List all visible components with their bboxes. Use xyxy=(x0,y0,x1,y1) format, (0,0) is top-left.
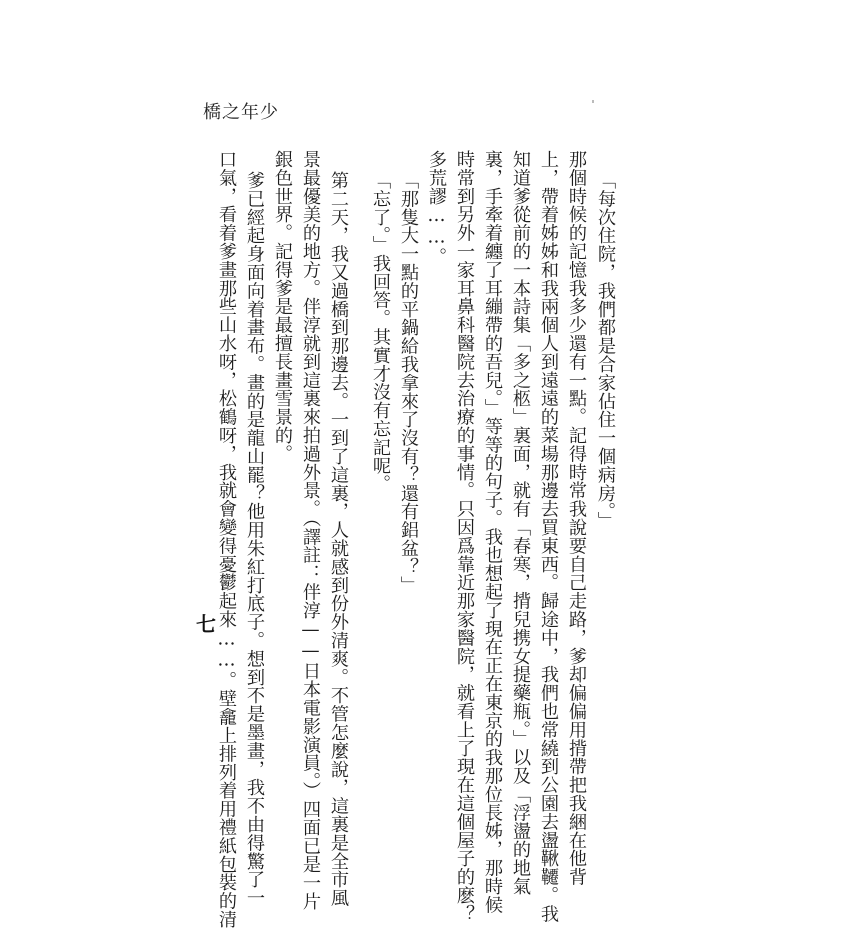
text-column: 上，帶着姊姊和我兩個人到遠遠的菜場那邊去買東西。歸途中，我們也常繞到公園去盪鞦韆。我 xyxy=(538,150,559,923)
page-number: 七 xyxy=(196,612,216,636)
text-column: 裏，手牽着纏了耳繃帶的吾兒。」等等的句子。我也想起了現在正在東京的我那位長姊，那時候 xyxy=(482,150,503,914)
text-column: 「每次住院，我們都是合家佔住一個病房。」 xyxy=(595,171,616,530)
text-column: 「忘了。」我回答。其實才沒有忘記呢。 xyxy=(370,171,391,494)
text-column: 銀色世界。記得爹是最擅長畫雪景的。 xyxy=(272,150,293,463)
text-column: 口氣，看着爹畫那些山水呀，松鶴呀，我就會變得憂鬱起來……。壁龕上排列着用禮紙包裝的清 xyxy=(216,150,237,928)
text-column: 時常到另外一家耳鼻科醫院去治療的事情。只因爲靠近那家醫院，就看上了現在這個屋子的麽？ xyxy=(454,150,475,923)
page-speck xyxy=(592,100,594,103)
running-head: 橋之年少 xyxy=(203,102,279,123)
text-column: 景最優美的地方。伴淳就到這裏來拍過外景。（譯註：伴淳——日本電影演員。）四面已是一片 xyxy=(300,150,321,911)
text-column: 多荒謬……。 xyxy=(426,150,447,266)
text-column: 第二天，我又過橋到那邊去。一到了這裏，人就感到份外清爽。不管怎麼說，這裏是全市風 xyxy=(328,171,349,907)
text-column: 爹已經起身面向着畫布。畫的是龍山罷？他用朱紅打底子。想到不是墨畫，我不由得驚了一 xyxy=(244,171,265,907)
text-column: 知道爹從前的一本詩集「多之柩」裏面，就有「春寒，揹兒携女提藥瓶。」以及「浮盪的地氣 xyxy=(510,150,531,896)
text-column: 「那隻大一點的平鍋給我拿來了沒有？還有鋁盆？」 xyxy=(398,171,419,595)
text-column: 那個時候的記憶我多少還有一點。記得時常我說要自己走路，爹却偏偏用揹帶把我綑在他背 xyxy=(566,150,587,886)
